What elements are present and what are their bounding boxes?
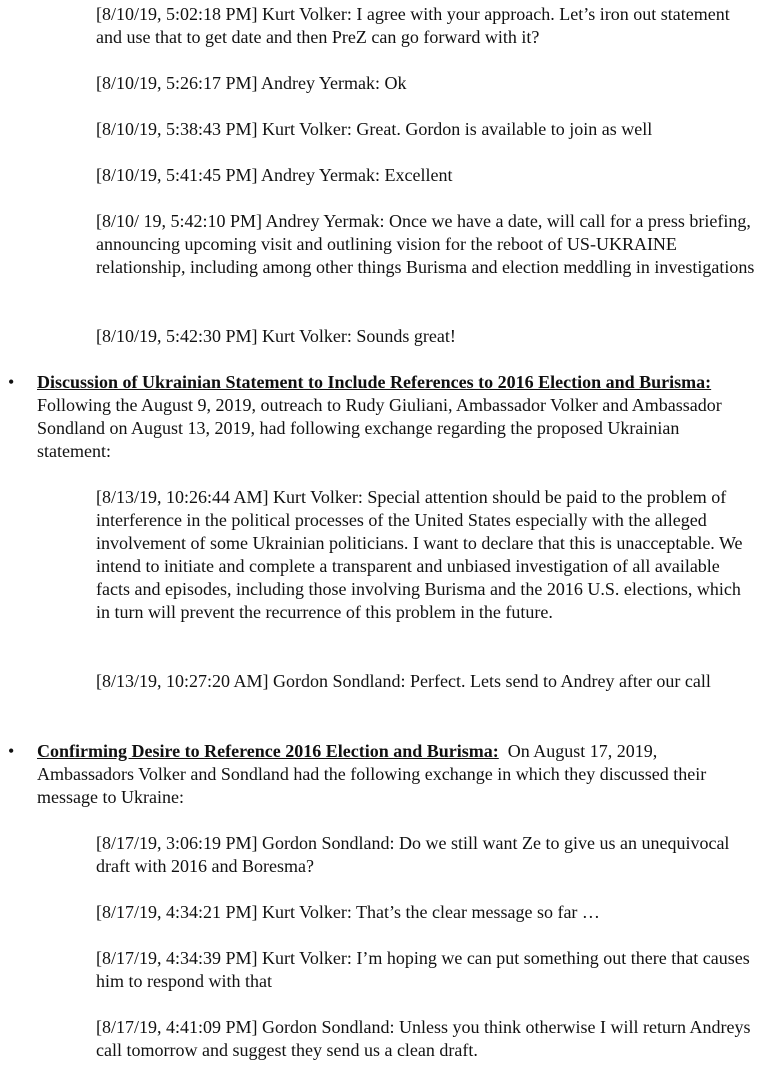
message-volker-5-42-30: [8/10/19, 5:42:30 PM] Kurt Volker: Sounds great! — [96, 326, 456, 346]
section-body-text: Following the August 9, 2019, outreach to Rudy Giuliani, Ambassador Volker and Ambassador Sondland on August 13, 2019, had following exchange regarding the proposed Ukrainian statement: — [37, 395, 722, 461]
section-body-text: On August 17, 2019, Ambassadors Volker and Sondland had the following exchange in which they discussed their message to Ukraine: — [37, 741, 707, 807]
message-sondland-4-41-09: [8/17/19, 4:41:09 PM] Gordon Sondland: Unless you think otherwise I will return Andreys call tomorrow and suggest they send us a clean draft. — [96, 1017, 751, 1060]
bullet-marker: • — [8, 372, 15, 392]
section-heading: Discussion of Ukrainian Statement to Include References to 2016 Election and Burisma: — [37, 372, 712, 392]
message-sondland-10-27-20: [8/13/19, 10:27:20 AM] Gordon Sondland: Perfect. Lets send to Andrey after our call — [96, 671, 711, 691]
message-sondland-3-06-19: [8/17/19, 3:06:19 PM] Gordon Sondland: Do we still want Ze to give us an unequivocal draft with 2016 and Boresma? — [96, 833, 730, 876]
section-heading: Confirming Desire to Reference 2016 Election and Burisma: — [37, 741, 499, 761]
message-volker-10-26-44: [8/13/19, 10:26:44 AM] Kurt Volker: Special attention should be paid to the problem of interference in the political processes of the United States especially with the alleged involvement of some Ukrainian politicians. I want to declare that this is unacceptable. We intend to initiate and complete a transparent and unbiased investigation of all available facts and episodes, including those involving Burisma and the 2016 U.S. elections, which in turn will prevent the recurrence of this problem in the future. — [96, 487, 743, 622]
message-volker-4-34-39: [8/17/19, 4:34:39 PM] Kurt Volker: I’m hoping we can put something out there that causes him to respond with that — [96, 948, 750, 991]
message-yermak-5-41-45: [8/10/19, 5:41:45 PM] Andrey Yermak: Excellent — [96, 165, 453, 185]
message-yermak-5-26-17: [8/10/19, 5:26:17 PM] Andrey Yermak: Ok — [96, 73, 407, 93]
section-paragraph — [37, 740, 757, 809]
message-volker-5-02-18: [8/10/19, 5:02:18 PM] Kurt Volker: I agree with your approach. Let’s iron out statement and use that to get date and then PreZ can go forward with it? — [96, 4, 730, 47]
message-yermak-5-42-10: [8/10/ 19, 5:42:10 PM] Andrey Yermak: Once we have a date, will call for a press briefing, announcing upcoming visit and outlining vision for the reboot of US-UKRAINE relationship, including among other things Burisma and election meddling in investigations — [96, 211, 755, 277]
message-volker-5-38-43: [8/10/19, 5:38:43 PM] Kurt Volker: Great. Gordon is available to join as well — [96, 119, 653, 139]
section-paragraph — [37, 371, 757, 463]
message-volker-4-34-21: [8/17/19, 4:34:21 PM] Kurt Volker: That’s the clear message so far … — [96, 902, 600, 922]
bullet-marker: • — [8, 741, 15, 761]
